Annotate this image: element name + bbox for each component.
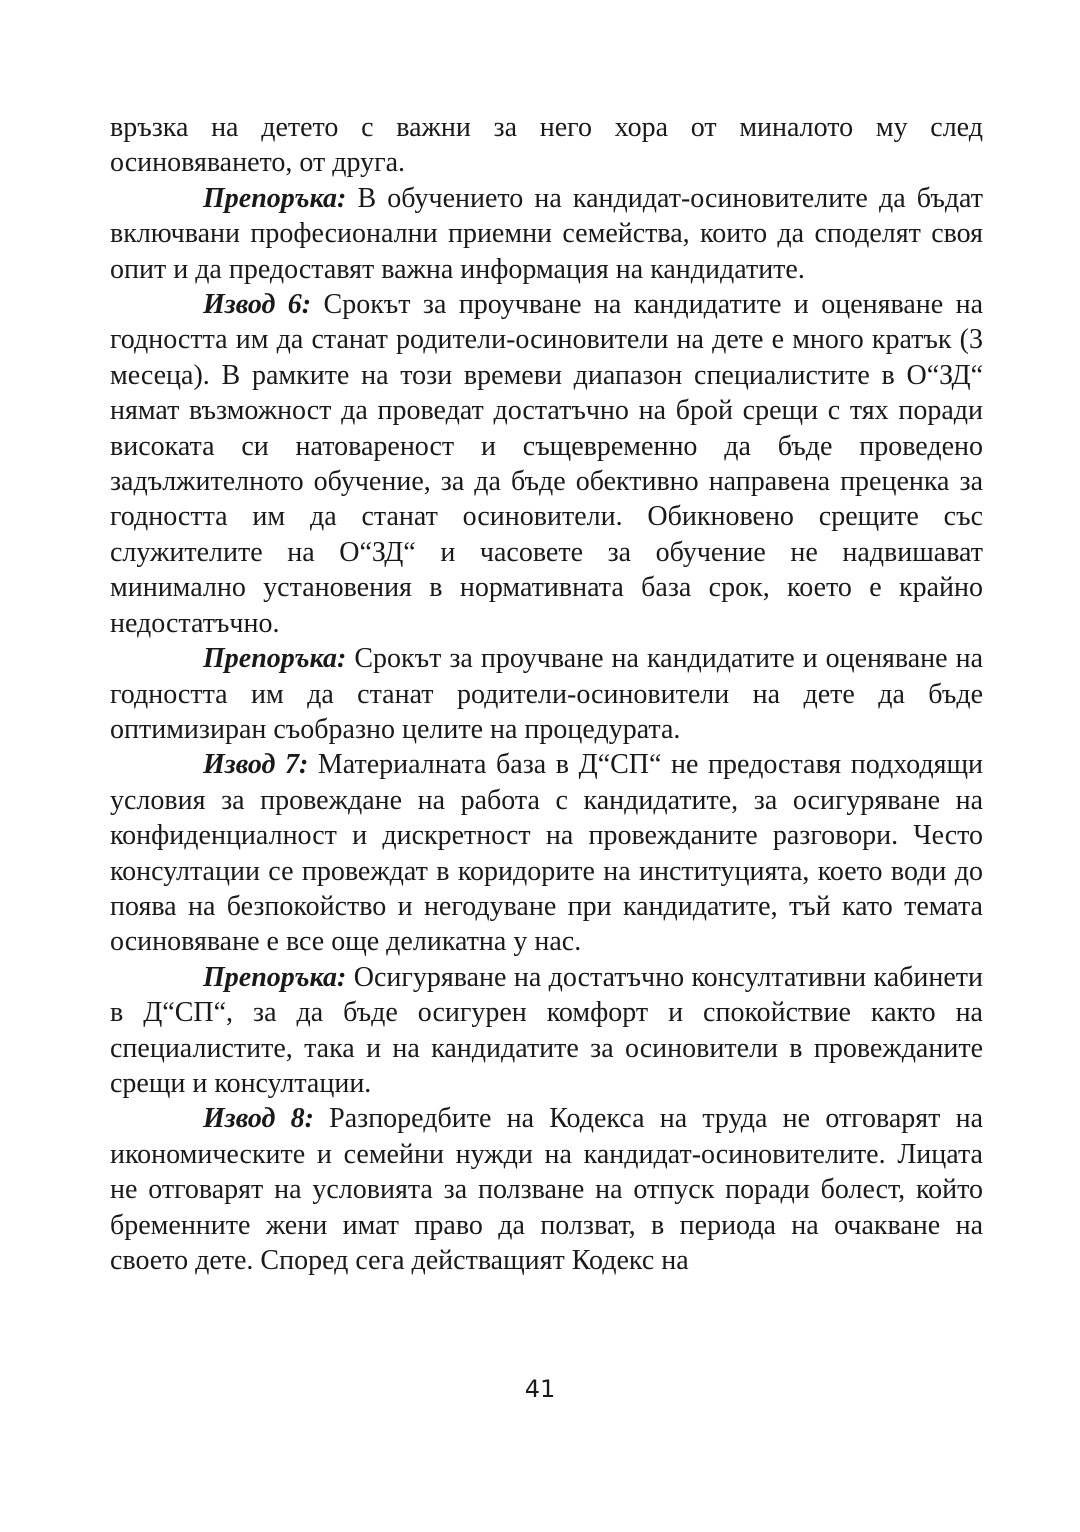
paragraph-text: Срокът за проучване на кандидатите и оценяване на годността им да станат родители-осиновители на дете да бъде оптимизиран съобразно целите на процедурата.: [110, 643, 983, 745]
paragraph-text: връзка на детето с важни за него хора от миналото му след осиновяването, от друга.: [110, 112, 983, 179]
page-number: 41: [524, 1375, 556, 1403]
paragraph-recommendation: [110, 181, 983, 287]
paragraph-conclusion: [110, 287, 983, 641]
paragraph-conclusion: [110, 747, 983, 959]
paragraph-lead: Извод 6:: [203, 289, 312, 321]
paragraph-text: Разпоредбите на Кодекса на труда не отговарят на икономическите и семейни нужди на кандидат-осиновителите. Лицата не отговарят на условията за ползване на отпуск поради болест, който бременните жени имат право да ползват, в периода на очакване на своето дете. Според сега действащият Кодекс на: [110, 1103, 983, 1276]
paragraph-continuation: [110, 110, 983, 181]
paragraph-lead: Препоръка:: [203, 961, 347, 993]
page-body: [110, 110, 983, 1278]
paragraph-conclusion: [110, 1101, 983, 1278]
paragraph-text: Срокът за проучване на кандидатите и оценяване на годността им да станат родители-осиновители на дете е много кратък (3 месеца). В рамките на този времеви диапазон специалистите в О“ЗД“ нямат възможност да проведат достатъчно на брой срещи с тях поради високата си натовареност и същевременно да бъде проведено задължителното обучение, за да бъде обективно направена преценка за годността им да станат осиновители. Обикновено срещите със служителите на О“ЗД“ и часовете за обучение не надвишават минимално установения в нормативната база срок, което е крайно недостатъчно.: [110, 289, 983, 639]
paragraph-lead: Препоръка:: [203, 182, 347, 214]
paragraph-lead: Извод 8:: [203, 1103, 314, 1135]
paragraph-text: Материалната база в Д“СП“ не предоставя подходящи условия за провеждане на работа с кандидатите, за осигуряване на конфиденциалност и дискретност на провежданите разговори. Често консултации се провеждат в коридорите на институцията, което води до поява на безпокойство и негодуване при кандидатите, тъй като темата осиновяване е все още деликатна у нас.: [110, 749, 983, 958]
paragraph-lead: Препоръка:: [203, 643, 347, 675]
paragraph-lead: Извод 7:: [203, 749, 309, 781]
paragraph-text: Осигуряване на достатъчно консултативни кабинети в Д“СП“, за да бъде осигурен комфорт и спокойствие както на специалистите, така и на кандидатите за осиновители в провежданите срещи и консултации.: [110, 961, 983, 1099]
paragraph-recommendation: [110, 960, 983, 1102]
paragraph-recommendation: [110, 641, 983, 747]
paragraph-text: В обучението на кандидат-осиновителите да бъдат включвани професионални приемни семейства, които да споделят своя опит и да предоставят важна информация на кандидатите.: [110, 182, 983, 285]
